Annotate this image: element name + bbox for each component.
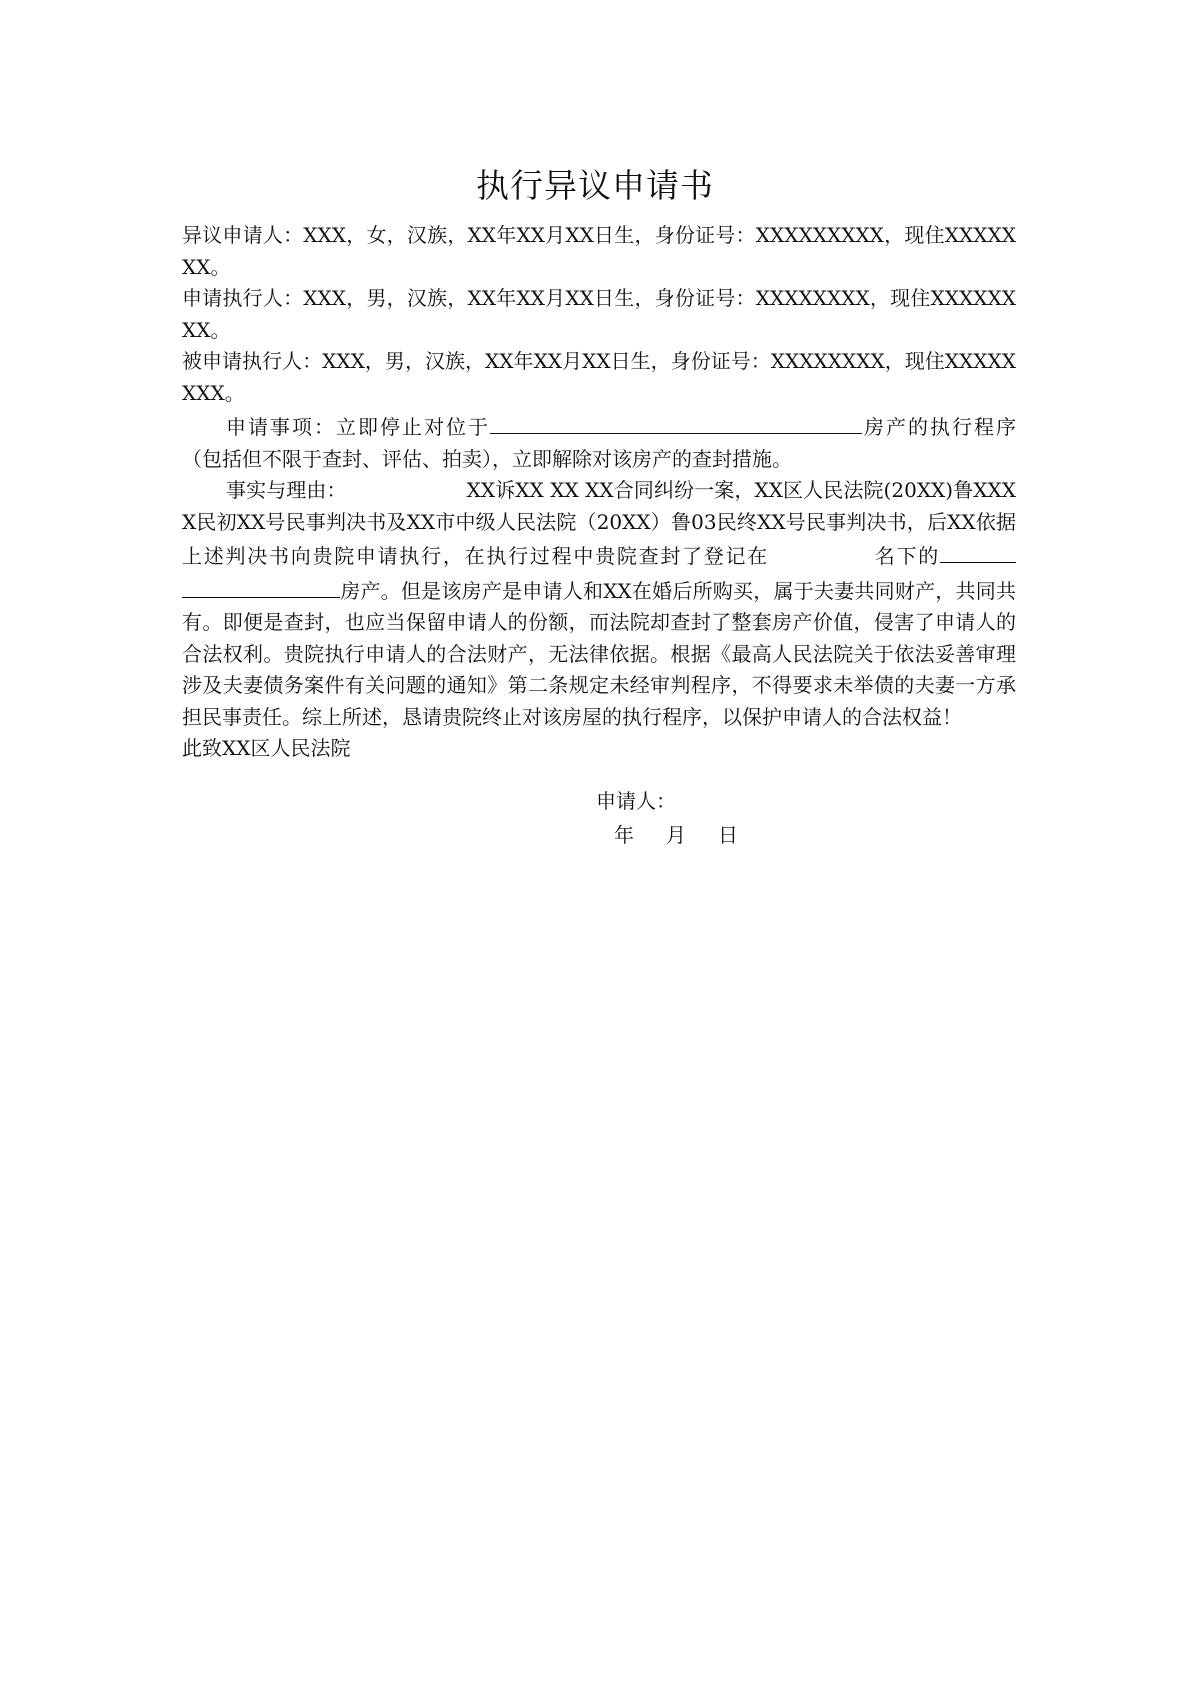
date-day: 日 (718, 823, 738, 847)
request-suffix: 房产的执行程序（包括但不限于查封、评估、拍卖），立即解除对该房产的查封措施。 (182, 415, 1016, 471)
property-blank-tail (940, 538, 1016, 563)
closing-line: 此致XX区人民法院 (182, 736, 351, 760)
document-title: 执行异议申请书 (476, 166, 714, 205)
reasons-part-1: XX诉XX XX XX合同纠纷一案，XX区人民法院(20XX)鲁XXXX民初XX号民事判决书及XX市中级人民法院（20XX）鲁03民终XX号民事判决书，后XX依据上述判决书向贵院申请执行，在执行过程中贵院查封了登记在 (182, 478, 1017, 568)
date-month: 月 (666, 823, 686, 847)
objector-line-1: 异议申请人：XXX，女，汉族，XX年XX月XX日生，身份证号：XXXXXXXXX，现住 (182, 223, 945, 247)
respondent-paragraph (182, 346, 1016, 409)
reasons-part-3: 房产。但是该房产是申请人和XX在婚后所购买，属于夫妻共同财产，共同共有。即便是查封，也应当保留申请人的份额，而法院却查封了整套房产价值，侵害了申请人的合法权利。贵院执行申请人的合法财产，无法律依据。根据《最高人民法院关于依法妥善审理涉及夫妻债务案件有关问题的通知》第二条规定未经审判程序，不得要求未举债的夫妻一方承担民事责任。综上所述，恳请贵院终止对该房屋的执行程序，以保护申请人的合法权益！ (182, 578, 1016, 729)
property-address-blank (490, 409, 862, 434)
applicant-line-1: 申请执行人：XXX，男，汉族，XX年XX月XX日生，身份证号：XXXXXXXX，现住 (182, 286, 931, 310)
applicant-paragraph (182, 283, 1016, 346)
property-blank-head (182, 573, 340, 598)
respondent-line-2: XXXXXXXX。 (182, 349, 1016, 405)
objector-paragraph (182, 220, 1016, 283)
date-line (614, 820, 738, 852)
request-paragraph (182, 409, 1016, 475)
respondent-line-1: 被申请执行人：XXX，男，汉族，XX年XX月XX日生，身份证号：XXXXXXXX，现住 (182, 349, 945, 373)
date-year: 年 (614, 823, 634, 847)
reasons-paragraph (182, 475, 1016, 733)
reasons-label: 事实与理由： (226, 478, 347, 502)
applicant-line-2: XXXXXXXX。 (182, 286, 1016, 342)
reasons-part-2: 名下的 (873, 544, 941, 568)
request-prefix: 申请事项：立即停止对位于 (226, 415, 490, 439)
signature-label: 申请人： (596, 789, 676, 813)
objector-line-2: XXXXXXX。 (182, 223, 1016, 279)
document-body (182, 220, 1016, 765)
